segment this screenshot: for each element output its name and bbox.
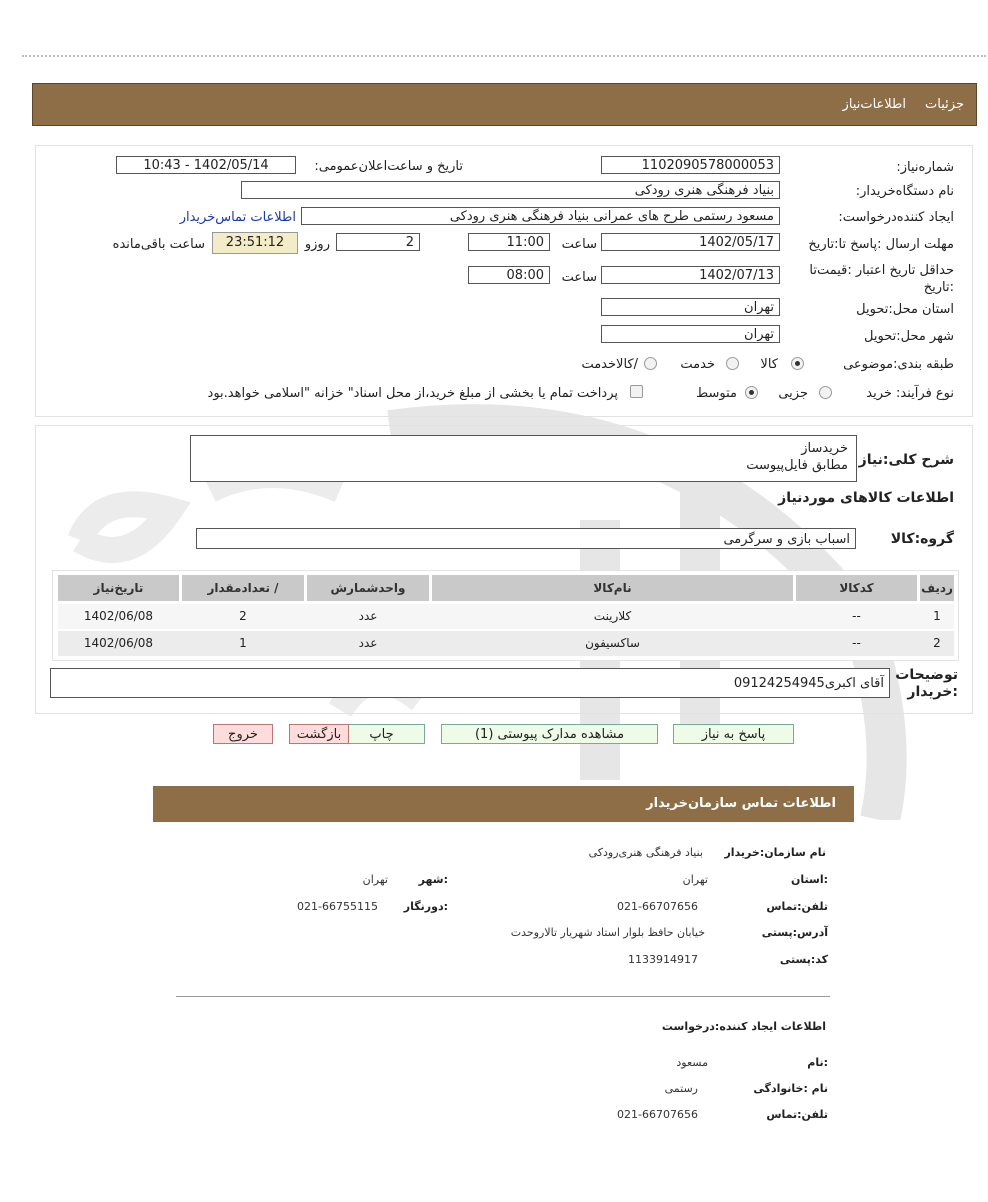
contact-city-label: :شهر xyxy=(418,873,448,886)
creator-family-label: نام :خانوادگی xyxy=(753,1082,828,1095)
back-button[interactable]: بازگشت xyxy=(289,724,349,744)
creator-family-value: رستمی xyxy=(664,1082,698,1095)
goods-info-title: اطلاعات کالاهای موردنیاز xyxy=(778,490,954,506)
validity-label: حداقل تاریخ اعتبار :قیمت‌تا :تاریخ xyxy=(809,263,954,295)
col-header-row: ردیف xyxy=(920,575,954,602)
col-header-unit: واحدشمارش xyxy=(307,575,429,602)
creator-phone-value: 021-66707656 xyxy=(617,1108,698,1121)
contact-postal-value: 1133914917 xyxy=(628,953,698,966)
cell-name: ساکسیفون xyxy=(585,636,640,650)
contact-phone-value: 021-66707656 xyxy=(617,900,698,913)
buyer-contact-link[interactable]: اطلاعات تماس‌خریدار xyxy=(179,210,296,225)
contact-city-value: تهران xyxy=(362,873,388,886)
treasury-checkbox[interactable] xyxy=(630,385,643,398)
tab-details[interactable]: جزئیات xyxy=(925,97,964,112)
province-label: استان محل:تحویل xyxy=(856,302,954,317)
buyer-org-label: نام دستگاه‌خریدار: xyxy=(855,184,954,199)
contact-address-label: آدرس:پستی xyxy=(761,926,828,939)
cell-row-num: 1 xyxy=(933,609,941,623)
contact-province-value: تهران xyxy=(682,873,708,886)
col-header-name: نام‌کالا xyxy=(432,575,793,602)
contact-province-label: :استان xyxy=(791,873,828,886)
process-label: نوع فرآیند: خرید xyxy=(866,386,954,401)
radio-goods[interactable] xyxy=(791,357,804,370)
send-date-field: 1402/05/17 xyxy=(601,233,780,251)
need-number-label: شماره‌نیاز: xyxy=(896,160,954,175)
contact-address-value: خیابان حافظ بلوار استاد شهریار تالاروحدت xyxy=(510,926,705,939)
day-label: روزو xyxy=(304,237,330,252)
cell-name: کلارینت xyxy=(593,609,632,623)
radio-goods-service-label: /کالاخدمت xyxy=(581,357,638,372)
cell-date: 1402/06/08 xyxy=(83,636,154,650)
radio-goods-service[interactable] xyxy=(644,357,657,370)
send-time-label: ساعت xyxy=(561,237,597,252)
remaining-label: ساعت باقی‌مانده xyxy=(112,237,205,252)
page-header-bar xyxy=(32,83,977,126)
buyer-notes-label-2: :خریدار xyxy=(907,684,958,700)
radio-service[interactable] xyxy=(726,357,739,370)
col-header-date: تاریخ‌نیاز xyxy=(58,575,179,602)
exit-button[interactable]: خروج xyxy=(213,724,273,744)
remaining-time: 23:51:12 xyxy=(212,232,298,254)
cell-date: 1402/06/08 xyxy=(83,609,154,623)
buyer-notes-field: آقای اکبری09124254945 xyxy=(50,668,890,698)
announce-field: 1402/05/14 - 10:43 xyxy=(116,156,296,174)
cell-qty: 2 xyxy=(239,609,247,623)
tab-need-info[interactable]: اطلاعات‌نیاز xyxy=(842,97,906,112)
send-time-field: 11:00 xyxy=(468,233,550,251)
contact-fax-value: 021-66755115 xyxy=(297,900,378,913)
creator-field: مسعود رستمی طرح های عمرانی بنیاد فرهنگی هنری رودکی xyxy=(301,207,780,225)
goods-group-label: گروه:کالا xyxy=(890,531,954,547)
contact-header-bar xyxy=(153,786,854,822)
radio-service-label: خدمت xyxy=(680,357,715,372)
city-field: تهران xyxy=(601,325,780,343)
radio-medium-label: متوسط xyxy=(696,386,737,401)
section-divider xyxy=(176,996,830,997)
buyer-notes-label-1: توضیحات xyxy=(895,667,958,683)
radio-goods-label: کالا xyxy=(760,357,778,372)
contact-title: اطلاعات تماس سازمان‌خریدار xyxy=(646,796,836,811)
need-number-field: 1102090578000053 xyxy=(601,156,780,174)
announce-label: تاریخ و ساعت‌اعلان‌عمومی: xyxy=(314,159,463,174)
cell-code: -- xyxy=(852,609,861,623)
creator-label: ایجاد کننده‌درخواست: xyxy=(838,210,954,225)
radio-partial[interactable] xyxy=(819,386,832,399)
creator-name-label: :نام xyxy=(807,1056,828,1069)
cell-qty: 1 xyxy=(239,636,247,650)
contact-postal-label: کد:پستی xyxy=(779,953,828,966)
category-label: طبقه بندی:موضوعی xyxy=(843,357,954,372)
days-field: 2 xyxy=(336,233,420,251)
validity-date-field: 1402/07/13 xyxy=(601,266,780,284)
col-header-code: کدکالا xyxy=(796,575,917,602)
buyer-org-field: بنیاد فرهنگی هنری رودکی xyxy=(241,181,780,199)
cell-unit: عدد xyxy=(358,609,378,623)
cell-unit: عدد xyxy=(358,636,378,650)
radio-medium[interactable] xyxy=(745,386,758,399)
cell-row-num: 2 xyxy=(933,636,941,650)
radio-partial-label: جزیی xyxy=(778,386,808,401)
validity-time-label: ساعت xyxy=(561,270,597,285)
col-header-qty: / تعدادمقدار xyxy=(182,575,304,602)
reply-button[interactable]: پاسخ به نیاز xyxy=(673,724,794,744)
summary-line-2: مطابق فایل‌پیوست xyxy=(746,458,848,473)
summary-label: شرح کلی:نیاز xyxy=(858,452,954,468)
city-label: شهر محل:تحویل xyxy=(864,329,954,344)
creator-name-value: مسعود xyxy=(676,1056,708,1069)
contact-fax-label: :دورنگار xyxy=(403,900,448,913)
creator-phone-label: تلفن:تماس xyxy=(766,1108,828,1121)
send-deadline-label: مهلت ارسال :پاسخ تا:تاریخ xyxy=(808,237,954,252)
org-label: نام سازمان:خریدار xyxy=(724,846,826,859)
goods-group-field: اسباب بازی و سرگرمی xyxy=(196,528,856,549)
creator-info-title: اطلاعات ایجاد کننده:درخواست xyxy=(661,1020,826,1033)
cell-code: -- xyxy=(852,636,861,650)
validity-time-field: 08:00 xyxy=(468,266,550,284)
summary-line-1: خریدساز xyxy=(801,441,848,456)
top-divider xyxy=(22,55,986,57)
province-field: تهران xyxy=(601,298,780,316)
print-button[interactable]: چاپ xyxy=(338,724,425,744)
view-docs-button[interactable]: مشاهده مدارک پیوستی (1) xyxy=(441,724,658,744)
contact-phone-label: تلفن:تماس xyxy=(766,900,828,913)
summary-field xyxy=(190,435,857,482)
org-value: بنیاد فرهنگی هنری‌رودکی xyxy=(588,846,703,859)
treasury-note: پرداخت تمام یا بخشی از مبلغ خرید،از محل اسناد" خزانه "اسلامی خواهد.بود xyxy=(207,386,618,401)
